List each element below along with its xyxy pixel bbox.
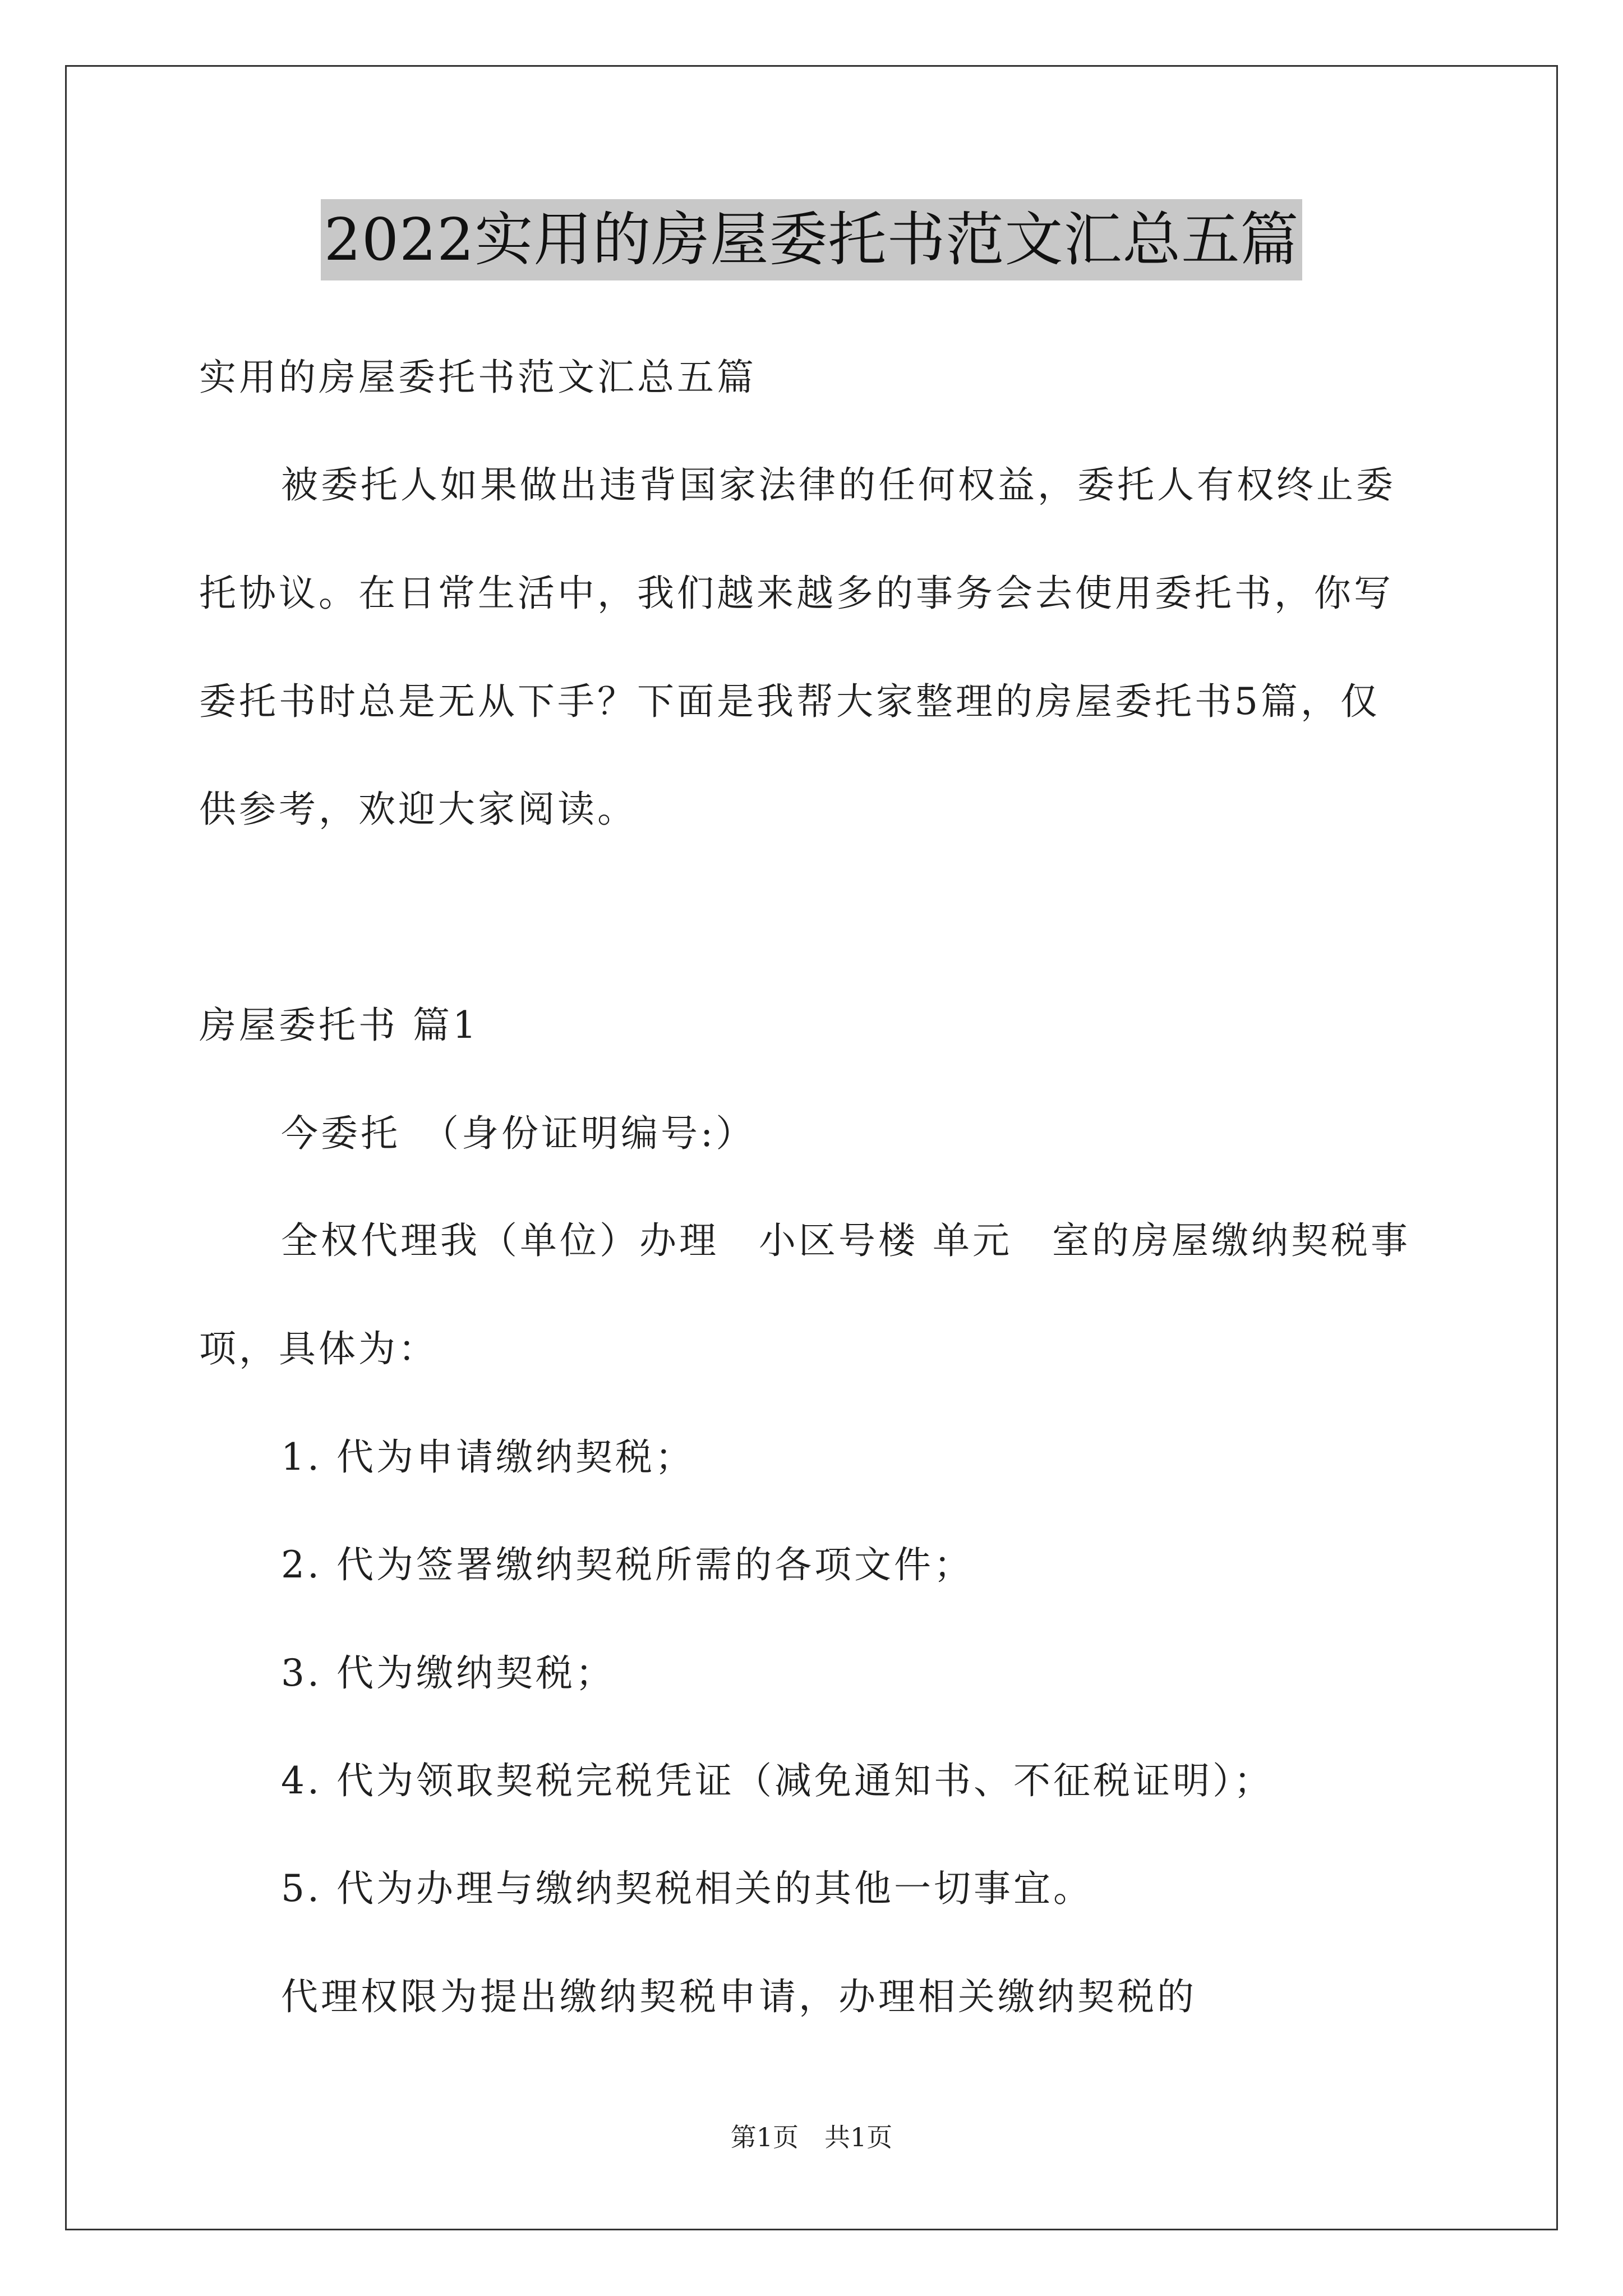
page-number: 第1页 共1页 bbox=[730, 2122, 893, 2152]
title-container bbox=[0, 199, 1623, 280]
scope-line-1: 全权代理我（单位）办理 小区号楼 单元 室的房屋缴纳契税事 bbox=[281, 1219, 1410, 1262]
intro-line-2: 托协议。在日常生活中，我们越来越多的事务会去使用委托书，你写 bbox=[199, 572, 1394, 615]
authority-line: 代理权限为提出缴纳契税申请，办理相关缴纳契税的 bbox=[281, 1975, 1197, 2018]
list-item-4: 4. 代为领取契税完税凭证（减免通知书、不征税证明）； bbox=[281, 1759, 1274, 1802]
section-heading: 房屋委托书 篇1 bbox=[199, 1004, 479, 1047]
document-title: 2022实用的房屋委托书范文汇总五篇 bbox=[321, 199, 1303, 280]
list-item-1: 1. 代为申请缴纳契税； bbox=[281, 1435, 695, 1479]
intro-line-4: 供参考，欢迎大家阅读。 bbox=[199, 788, 637, 831]
entrust-line: 今委托 （身份证明编号:） bbox=[281, 1112, 756, 1155]
list-item-5: 5. 代为办理与缴纳契税相关的其他一切事宜。 bbox=[281, 1867, 1093, 1910]
intro-line-3: 委托书时总是无从下手？下面是我帮大家整理的房屋委托书5篇，仅 bbox=[199, 680, 1380, 723]
scope-line-2: 项，具体为： bbox=[199, 1327, 438, 1370]
list-item-2: 2. 代为签署缴纳契税所需的各项文件； bbox=[281, 1543, 974, 1586]
list-item-3: 3. 代为缴纳契税； bbox=[281, 1651, 615, 1695]
intro-line-1: 被委托人如果做出违背国家法律的任何权益，委托人有权终止委 bbox=[281, 463, 1396, 507]
subtitle: 实用的房屋委托书范文汇总五篇 bbox=[199, 356, 757, 399]
